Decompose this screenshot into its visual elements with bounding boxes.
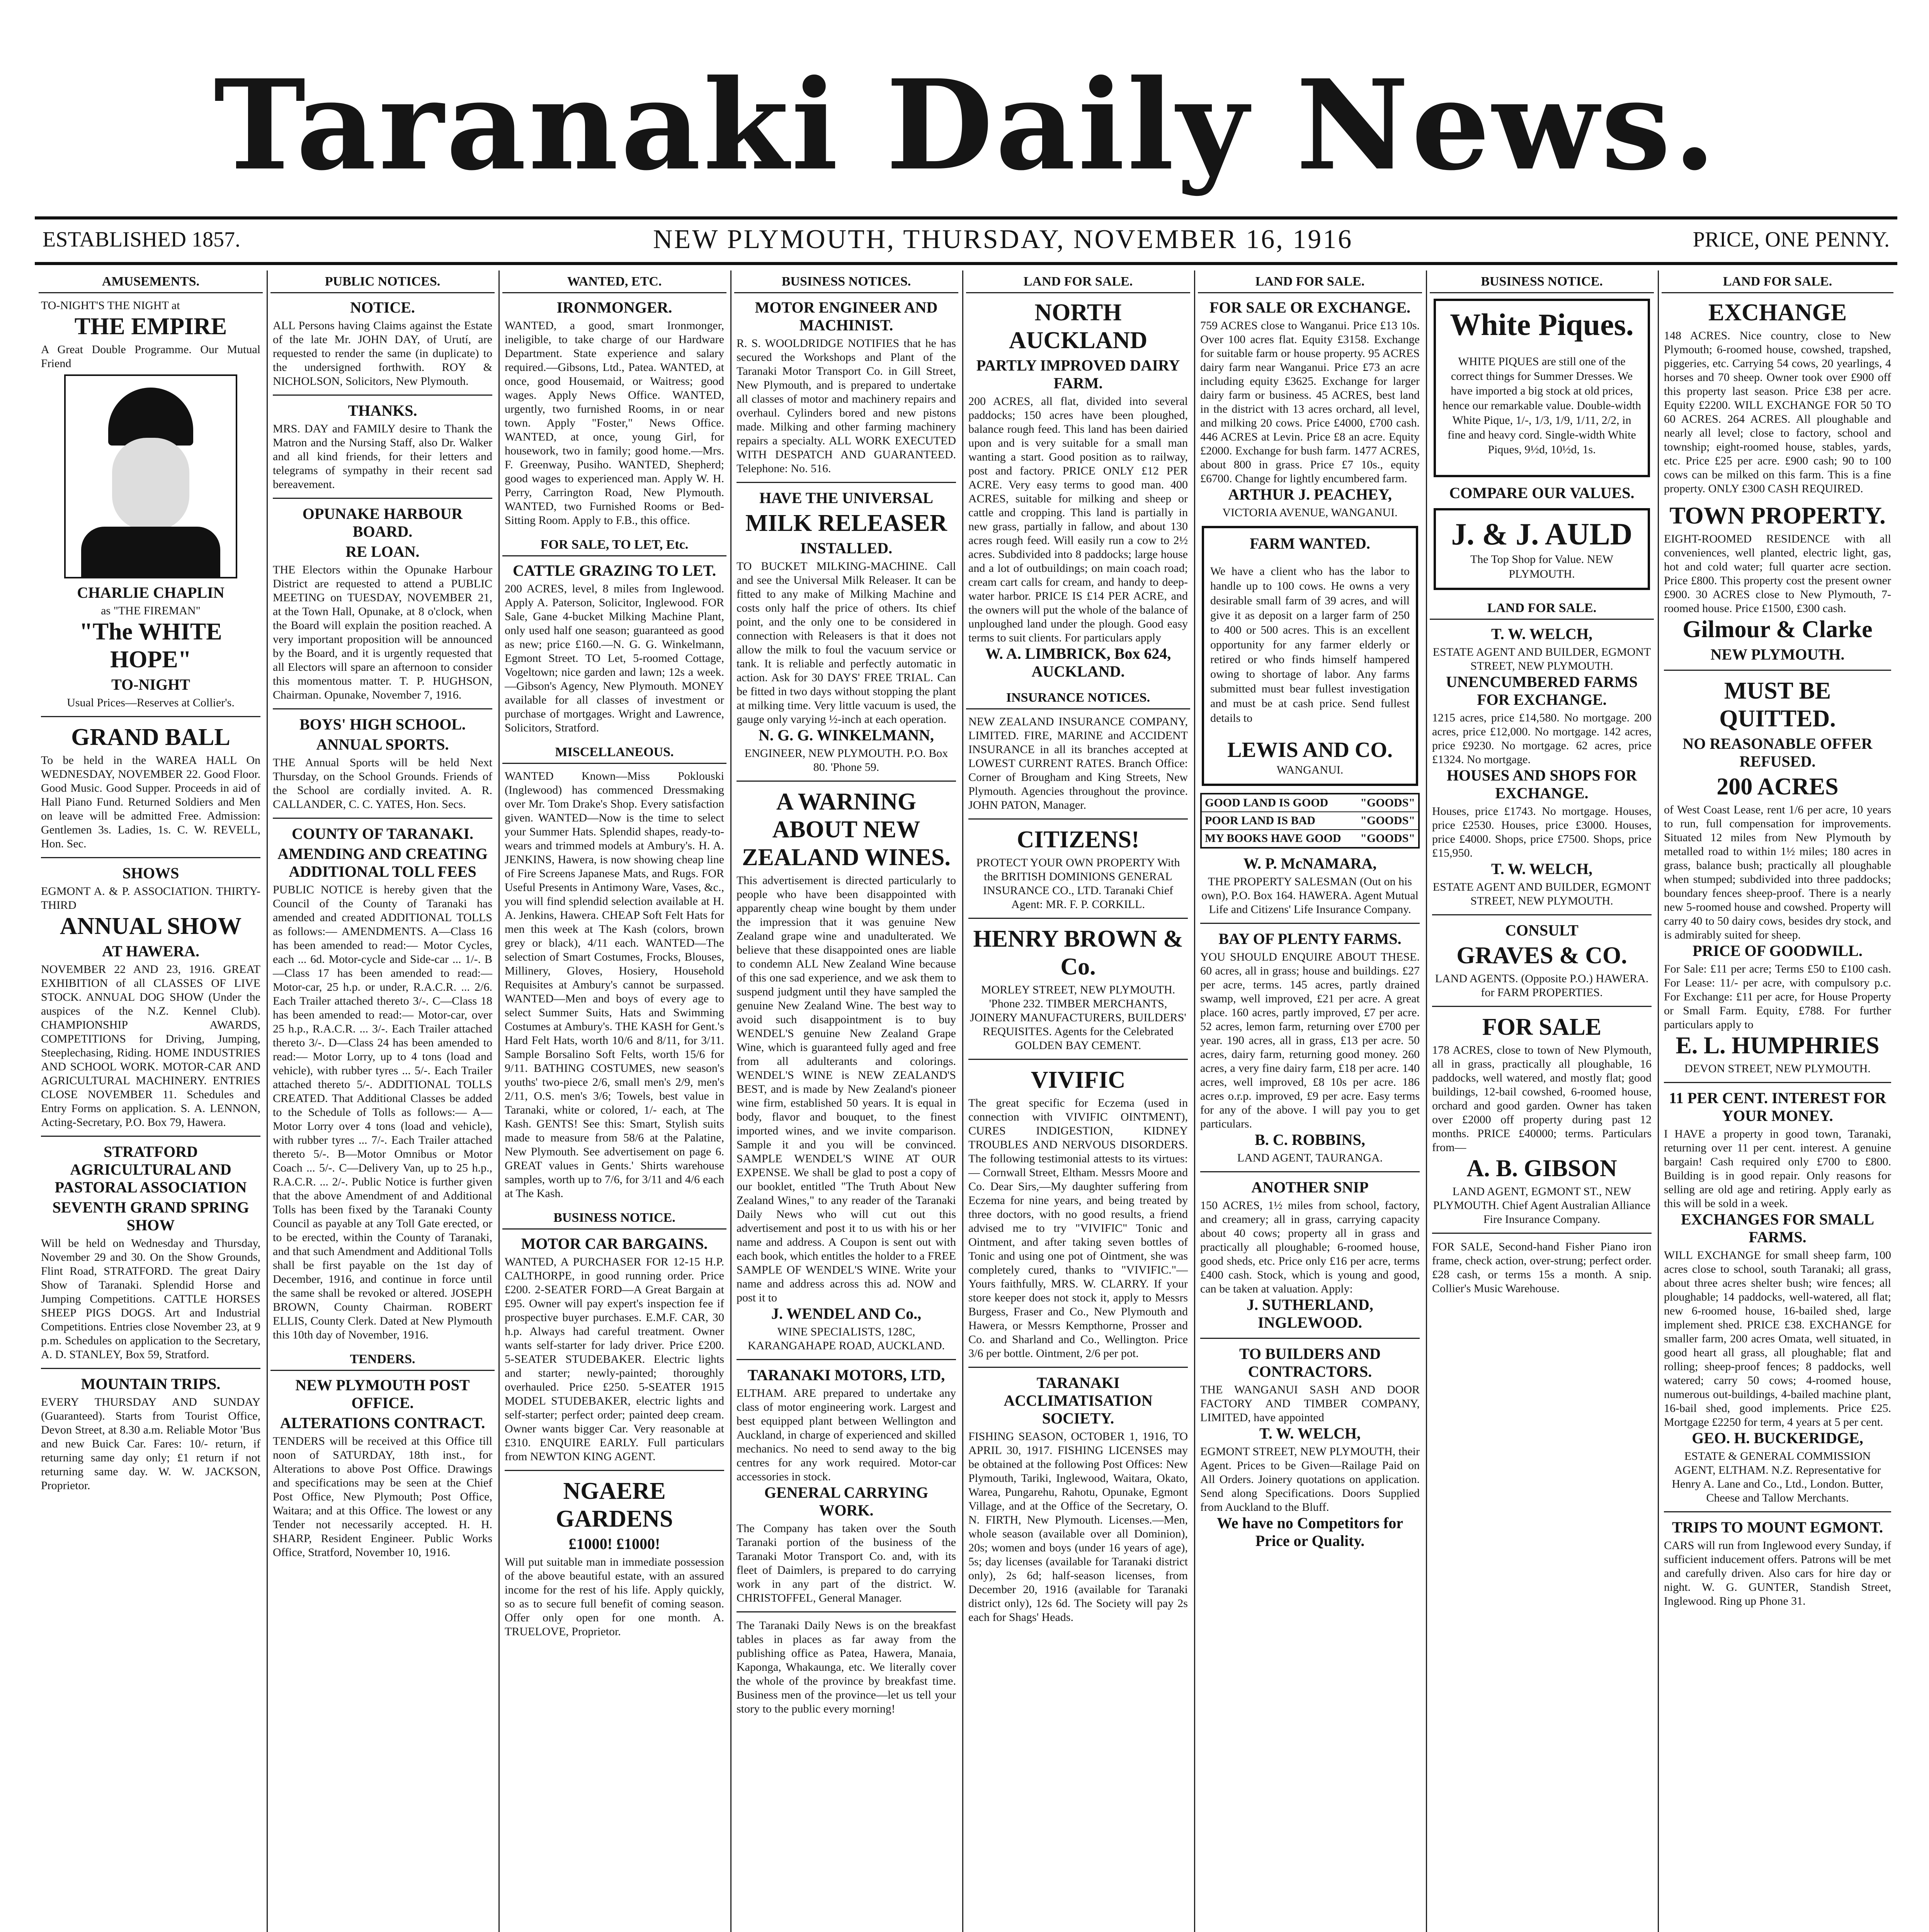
nz-insurance-ad xyxy=(968,715,1188,812)
ad-body: ENGINEER, NEW PLYMOUTH. P.O. Box 80. 'Phone 59. xyxy=(744,747,948,774)
ad-body: THE Annual Sports will be held Next Thursday, on the School Grounds. Friends of the School are cordially invited. A. R. CALLANDER, C. C. YATES, Hon. Secs. xyxy=(273,756,492,811)
section-heading: MISCELLANEOUS. xyxy=(502,741,726,764)
ad-body: WANTED, A PURCHASER FOR 12-15 H.P. CALTHORPE, in good running order. Price £200. 2-SEATER FORD—A Great Bargain at £95. Owner will pay expert's inspection fee if prospective buyer purchases. E.M.F. CAR, 30 h.p. Always had careful treatment. Owner wants self-starter for lady driver. Price £200. 5-SEATER STUDEBAKER. Electric lights and starter; newly-painted; thoroughly overhauled. Price £250. 5-SEATER 1915 MODEL STUDEBAKER, electric lights and self-starter; perfect order; painted deep cream. Owner wants bigger Car. Very reasonable at £310. ENQUIRE EARLY. Full particulars from NEWTON KING AGENT. xyxy=(505,1255,724,1463)
shows-section xyxy=(41,864,260,1129)
ad-title: ANOTHER SNIP xyxy=(1251,1179,1369,1196)
ad-body: ESTATE & GENERAL COMMISSION AGENT, ELTHAM. N.Z. Representative for Henry A. Lane and Co., Ltd., London. Butter, Cheese and Tallow Merchants. xyxy=(1672,1450,1883,1504)
ad-title: TARANAKI ACCLIMATISATION SOCIETY. xyxy=(1004,1374,1153,1427)
ad-title: "The WHITE HOPE" xyxy=(79,619,222,673)
ad-subtitle: £1000! £1000! xyxy=(568,1535,660,1553)
ad-title: BAY OF PLENTY FARMS. xyxy=(1218,930,1402,947)
ad-title: ANNUAL SHOW xyxy=(60,913,242,939)
ad-title: W. P. McNAMARA, xyxy=(1243,855,1377,872)
town-property-ad xyxy=(1664,502,1891,663)
ad-title: 11 PER CENT. INTEREST FOR YOUR MONEY. xyxy=(1669,1089,1886,1124)
newspaper-columns xyxy=(35,270,1897,1932)
ad-body: WINE SPECIALISTS, 128C, KARANGAHAPE ROAD, AUCKLAND. xyxy=(747,1325,945,1352)
ad-body: EVERY THURSDAY AND SUNDAY (Guaranteed). Starts from Tourist Office, Devon Street, at 8.30 a.m. Reliable Motor 'Bus and new Buick Car. Fares: 10/- return, if returning same day only; £1 return if not returning same day. W. W. JACKSON, Proprietor. xyxy=(41,1396,260,1492)
ad-subtitle: AT HAWERA. xyxy=(102,942,199,960)
ad-body: PROTECT YOUR OWN PROPERTY With the BRITISH DOMINIONS GENERAL INSURANCE CO., LTD. Taranaki Chief Agent: MR. F. P. CORKILL. xyxy=(976,856,1180,911)
table-cell: "GOODS" xyxy=(1360,832,1415,845)
grand-ball-ad xyxy=(41,723,260,851)
empire-ad xyxy=(41,299,260,710)
ad-title: FOR SALE xyxy=(1482,1014,1602,1040)
ad-body: We have a client who has the labor to handle up to 100 cows. He owns a very desirable small farm of 39 acres, and will give it as deposit on a larger farm of 250 to 400 or 500 acres. This is an excellent opportunity for any farmer elderly or retired or who finds himself hampered owing to shortage of labor. Any farms submitted must bear fullest investigation and must be at cash price. Send fullest details to xyxy=(1210,565,1410,724)
column-heading: BUSINESS NOTICE. xyxy=(1430,270,1654,293)
ad-body: CARS will run from Inglewood every Sunday, if sufficient inducement offers. Patrons will be met and carefully driven. Also cars for hire day or night. W. G. GUNTER, Standish Street, Inglewood. Ring up Phone 31. xyxy=(1664,1539,1891,1607)
ad-body: 200 ACRES, all flat, divided into several paddocks; 150 acres have been ploughed, balance rough feed. This land has been dairied upon and is very suitable for a small man wanting a start. Good position as to railway, post and factory. PRICE ONLY £12 PER ACRE. Very easy terms to good man. 400 ACRES, suitable for milking and sheep or cattle and cropping. This land is partially in new grass, partially in fallow, and about 130 acres rough feed. Will easily run a cow to 2½ acres. Subdivided into 8 paddocks; large house and a lot of outbuildings; on main coach road; cream cart calls for cream, and handy to deep-water harbor. PRICE IS £14 PER ACRE, and the owners will put the whole of the balance of unploughed land under the plough. Good easy terms to suit clients. For particulars apply xyxy=(968,395,1188,644)
ad-subtitle: PARTLY IMPROVED DAIRY FARM. xyxy=(976,357,1180,392)
ad-title: FARM WANTED. xyxy=(1250,535,1370,552)
ad-title: OPUNAKE HARBOUR BOARD. xyxy=(302,505,463,540)
sale-exchange-ad xyxy=(1200,299,1420,520)
fireman-portrait-image xyxy=(64,374,237,578)
ad-body: 148 ACRES. Nice country, close to New Plymouth; 6-roomed house, cowshed, trapshed, piggeries, etc. Carrying 54 cows, 20 yearlings, 4 horses and 70 sheep. Owner took over £900 off this property last season. Price £38 per acre. Equity £2200. WILL EXCHANGE FOR 50 TO 60 ACRES. 264 ACRES. All ploughable and nearly all level; close to factory, school and township; eight-roomed house, stables, yards, etc. Price £25 per acre. £900 cash; 90 to 100 cows can be milked on this farm. This is a fine property. ONLY £300 CASH REQUIRED. xyxy=(1664,329,1891,495)
interest-ad xyxy=(1664,1089,1891,1505)
ad-title: GRAND BALL xyxy=(71,724,230,750)
ad-title: NORTH AUCKLAND xyxy=(1009,299,1148,354)
column-heading: AMUSEMENTS. xyxy=(39,270,263,293)
taranaki-motors-ad xyxy=(737,1366,956,1605)
ad-body: LAND AGENT, TAURANGA. xyxy=(1237,1151,1383,1164)
ad-body: 178 ACRES, close to town of New Plymouth, all in grass, practically all ploughable, 16 paddocks, well watered, and mostly flat; good buildings, 12-bail cowshed, 6-roomed house, orchard and good garden. Owner has taken over £2000 off property during past 12 months. PRICE £40000; terms. Particulars from— xyxy=(1432,1044,1652,1154)
ad-body: WANTED Known—Miss Poklouski (Inglewood) has commenced Dressmaking over Mr. Tom Drake's Shop. Every satisfaction given. WANTED—Now is the time to select your Summer Hats. Splendid shapes, ready-to-wears and trimmed models at Ambury's. H. A. JENKINS, Hawera, is now showing cheap line of Fire Screens Japanese Mats, and Rugs. FOR Useful Presents in Antimony Ware, Vases, &c., you will find splendid selection available at H. A. Jenkins, Hawera. CHEAP Soft Felt Hats for men this week at The Kash (colors, brown grey or black), 4/11 each. WANTED—The selection of Smart Costumes, Frocks, Blouses, Millinery, Gloves, Hosiery, Household Requisites at Ambury's cannot be surpassed. WANTED—Men and boys of every age to select Summer Suits, Hats and Swimming Costumes at Ambury's. THE KASH for Gent.'s Hard Felt Hats, worth 10/6 and 8/11, for 3/11. Sample Borsalino Soft Felts, worth 15/6 for 9/11. BATHING COSTUMES, new season's youths' two-piece 2/6, small men's 2/9, men's 2/11, O.S. men's 3/6; Towels, best value in Taranaki, white or colored, 1/- each, at The Kash. GENTS! See this: Smart, Stylish suits made to measure from 58/6 at the Palatine, New Plymouth. See advertisement on page 6. GREAT values in Gents.' Shirts warehouse samples, worth up to 7/6, for 3/11 and 4/6 each at The Kash. xyxy=(505,770,724,1200)
ad-title: COUNTY OF TARANAKI. xyxy=(291,825,474,842)
ad-subtitle: AMENDING AND CREATING ADDITIONAL TOLL FEES xyxy=(277,845,488,880)
ad-title: TO-NIGHT xyxy=(111,676,190,693)
ad-body: The Company has taken over the South Taranaki portion of the business of the Taranaki Motor Transport Co. and, with its fleet of Daimlers, is prepared to do carrying work in any part of the district. W. CHRISTOFFEL, General Manager. xyxy=(737,1522,956,1604)
ad-body: TENDERS will be received at this Office till noon of SATURDAY, 18th inst., for Alterations to above Post Office. Drawings and specifications may be seen at the Chief Post Office, New Plymouth; Post Office, Waitara; and at this Office. The lowest or any Tender not necessarily accepted. H. H. SHARP, Resident Engineer. Public Works Office, Stratford, November 10, 1916. xyxy=(273,1435,492,1559)
ad-signature: E. L. HUMPHRIES xyxy=(1676,1032,1880,1059)
ad-title: MOUNTAIN TRIPS. xyxy=(81,1375,221,1393)
opunake-ad xyxy=(273,505,492,702)
another-snip-ad xyxy=(1200,1179,1420,1332)
table-row xyxy=(1202,812,1418,830)
ad-title: MILK RELEASER xyxy=(745,510,947,536)
ad-title: IRONMONGER. xyxy=(556,299,672,316)
ad-body: VICTORIA AVENUE, WANGANUI. xyxy=(1222,506,1398,519)
compare-values xyxy=(1432,484,1652,502)
miscellaneous-ads xyxy=(505,769,724,1201)
ad-signature: T. W. WELCH, xyxy=(1491,625,1592,643)
ad-body: ESTATE AGENT AND BUILDER, EGMONT STREET, NEW PLYMOUTH. xyxy=(1432,646,1651,672)
ad-body: WANTED, a good, smart Ironmonger, ineligible, to take charge of our Hardware Department. State experience and salary required.—Gibsons, Ltd., Patea. WANTED, at once, good Housemaid, or Waitress; good wages. Apply News Office. WANTED, urgently, two furnished Rooms, in or near town. Apply "Foster," News Office. WANTED, at once, young Girl, for housework, two in family; good home.—Mrs. F. Greenway, Pusiho. WANTED, Shepherd; good wages to experienced man. Apply W. H. Perry, Carrington Road, New Plymouth. WANTED, two Furnished Rooms or Bed-Sitting Room. Apply to F.B., this office. xyxy=(505,319,724,527)
ad-signature: J. SUTHERLAND, INGLEWOOD. xyxy=(1247,1296,1373,1331)
ad-title: GRAVES & CO. xyxy=(1456,942,1627,969)
price-line: PRICE, ONE PENNY. xyxy=(1693,228,1890,252)
trips-egmont-ad xyxy=(1664,1519,1891,1608)
mcnamara-ad xyxy=(1200,855,1420,917)
ad-body: MRS. DAY and FAMILY desire to Thank the Matron and the Nursing Staff, also Dr. Walker and all kind friends, for their letters and telegrams of sympathy in their recent sad bereavement. xyxy=(273,422,492,491)
ad-title: TARANAKI MOTORS, LTD, xyxy=(747,1366,945,1384)
table-row xyxy=(1202,830,1418,847)
ad-subtitle: RE LOAN. xyxy=(345,543,420,560)
thanks-ad xyxy=(273,402,492,492)
post-office-tender-ad xyxy=(273,1376,492,1560)
column-business-notice xyxy=(1430,270,1654,1932)
daily-news-notice xyxy=(737,1619,956,1716)
ad-title: VIVIFIC xyxy=(1031,1067,1126,1093)
table-cell: MY BOOKS HAVE GOOD xyxy=(1205,832,1341,845)
ad-title: EXCHANGES FOR SMALL FARMS. xyxy=(1681,1211,1875,1246)
ad-body: NEW ZEALAND INSURANCE COMPANY, LIMITED. FIRE, MARINE and ACCIDENT INSURANCE in all its branches accepted at LOWEST CURRENT RATES. Branch Office: Corner of Brougham and King Streets, New Plymouth. Agencies throughout the province. JOHN PATON, Manager. xyxy=(968,715,1188,811)
ad-body: LAND AGENT, EGMONT ST., NEW PLYMOUTH. Chief Agent Australian Alliance Fire Insurance Company. xyxy=(1433,1185,1651,1226)
ad-title: HOUSES AND SHOPS FOR EXCHANGE. xyxy=(1446,767,1637,802)
column-heading: LAND FOR SALE. xyxy=(966,270,1190,293)
table-cell: POOR LAND IS BAD xyxy=(1205,814,1315,827)
farm-wanted-ad xyxy=(1202,526,1418,786)
ad-title: CATTLE GRAZING TO LET. xyxy=(512,562,716,579)
ad-signature: LEWIS AND CO. xyxy=(1227,738,1393,762)
column-land-for-sale-2 xyxy=(1198,270,1422,1932)
ad-title: UNENCUMBERED FARMS FOR EXCHANGE. xyxy=(1446,673,1638,708)
ad-signature: B. C. ROBBINS, xyxy=(1255,1131,1365,1148)
ad-subtitle: INSTALLED. xyxy=(800,539,893,557)
ad-title: J. & J. AULD xyxy=(1451,517,1633,551)
goods-table xyxy=(1200,793,1420,849)
ad-body: WILL EXCHANGE for small sheep farm, 100 acres close to school, south Taranaki; all grass, about three acres shelter bush; wire fences; all ploughable; 14 paddocks, well-watered, all flat; new 6-roomed house, 16-bailed shed, large implement shed. PRICE £38. EXCHANGE for smaller farm, 200 acres Omata, well situated, in good heart all grass, all ploughable; flat and rolling; sheep-proof fences; 8 paddocks, well watered; carry 50 cows; 4-roomed house, numerous out-buildings, 4-bailed machine plant, 16-bail shed, good implements. Price £25. Mortgage £2250 for term, 4 years at 5 per cent. xyxy=(1664,1249,1891,1429)
ad-title: BOYS' HIGH SCHOOL. xyxy=(299,716,466,733)
ad-subtitle: NO REASONABLE OFFER REFUSED. xyxy=(1682,735,1873,770)
ad-title: A WARNING ABOUT NEW ZEALAND WINES. xyxy=(742,789,951,871)
ad-title: TOWN PROPERTY. xyxy=(1669,503,1886,529)
ad-body: Houses, price £1743. No mortgage. Houses, price £2530. Houses, price £3000. Houses, price £4000. Shops, price £7500. Shops, price £15,950. xyxy=(1432,805,1652,859)
section-heading: SHOWS xyxy=(122,864,179,882)
ad-title: 200 ACRES xyxy=(1716,774,1839,800)
north-auckland-ad xyxy=(968,299,1188,680)
ad-subtitle: ALTERATIONS CONTRACT. xyxy=(280,1414,485,1432)
ad-subtitle: ANNUAL SPORTS. xyxy=(316,736,449,753)
piano-ad xyxy=(1432,1240,1652,1296)
column-land-for-sale-3 xyxy=(1662,270,1893,1932)
ad-body: The Taranaki Daily News is on the breakfast tables in places as far away from the publishing office as Patea, Hawera, Manaia, Kaponga, Whakaunga, etc. We literally cover the whole of the province by breakfast time. Business men of the province—let us tell your story to the public every morning! xyxy=(737,1619,956,1715)
henry-brown-ad xyxy=(968,925,1188,1053)
ad-title: PRICE OF GOODWILL. xyxy=(1693,942,1863,959)
table-cell: "GOODS" xyxy=(1360,814,1415,827)
place-date-line: NEW PLYMOUTH, THURSDAY, NOVEMBER 16, 1916 xyxy=(653,224,1353,254)
section-heading: LAND FOR SALE. xyxy=(1430,597,1654,620)
ad-title: TO BUILDERS AND CONTRACTORS. xyxy=(1239,1345,1381,1380)
table-row xyxy=(1202,794,1418,812)
ad-subtitle: HAVE THE UNIVERSAL xyxy=(759,489,933,507)
builders-ad xyxy=(1200,1345,1420,1550)
ad-signature: T. W. WELCH, xyxy=(1491,860,1592,878)
welch-exchange-ad xyxy=(1432,625,1652,908)
ad-body: FOR SALE, Second-hand Fisher Piano iron frame, check action, over-strung; perfect order. £28 cash, or terms 15s a month. A snip. Collier's Music Warehouse. xyxy=(1432,1240,1652,1295)
exchange-ad xyxy=(1664,299,1891,496)
ad-title: NEW PLYMOUTH POST OFFICE. xyxy=(295,1376,470,1412)
ad-title: We have no Competitors for Price or Quality. xyxy=(1216,1514,1403,1549)
column-public-notices xyxy=(270,270,495,1932)
ad-title: STRATFORD AGRICULTURAL AND PASTORAL ASSOCIATION xyxy=(54,1143,247,1196)
ad-body: WHITE PIQUES are still one of the correct things for Summer Dresses. We have imported a big stock at old prices, hence our remarkable value. Double-width White Pique, 1/-, 1/3, 1/9, 1/11, 2/2, in fine and heavy cord. Single-width White Piques, 9½d, 10½d, 1s. xyxy=(1442,355,1641,456)
ad-body: EGMONT STREET, NEW PLYMOUTH, their Agent. Prices to be Given—Railage Paid on All Orders. Joinery quotations on application. Send along Specifications. Doors Supplied from Auckland to the Bluff. xyxy=(1200,1445,1420,1514)
wanted-ads xyxy=(505,299,724,527)
column-wanted xyxy=(502,270,726,1932)
ad-body: 200 ACRES, level, 8 miles from Inglewood. Apply A. Paterson, Solicitor, Inglewood. FOR Sale, Gane 4-bucket Milking Machine Plant, only used half one season; guaranteed as good as new; price £160.—N. G. G. Winkelmann, Egmont Street. TO Let, 5-roomed Cottage, Vogeltown; nice garden and lawn; 12s a week.—Gibson's Agency, New Plymouth. MONEY available for all classes of investment or purchase of mortgages. Wright and Lawrence, Solicitors, Stratford. xyxy=(505,582,724,734)
ad-title: CITIZENS! xyxy=(1017,827,1140,853)
ad-title: HENRY BROWN & Co. xyxy=(973,926,1183,980)
ad-subtitle: EGMONT A. & P. ASSOCIATION. THIRTY-THIRD xyxy=(41,885,260,912)
boys-high-school-ad xyxy=(273,716,492,811)
ad-title: SEVENTH GRAND SPRING SHOW xyxy=(52,1199,249,1234)
ad-body: LAND AGENTS. (Opposite P.O.) HAWERA. for FARM PROPERTIES. xyxy=(1435,972,1649,999)
ad-title: NGAERE GARDENS xyxy=(556,1478,673,1532)
ad-body: ALL Persons having Claims against the Estate of the late Mr. JOHN DAY, of Urutí, are requested to render the same (in duplicate) to the undersigned forthwith. ROY & NICHOLSON, Solicitors, New Plymouth. xyxy=(273,319,492,388)
ad-body: To be held in the WAREA HALL On WEDNESDAY, NOVEMBER 22. Good Floor. Good Music. Good Supper. Proceeds in aid of Hall Piano Fund. Returned Soldiers and Men on leave will be admitted Free. Admission: Gentlemen 3s. Ladies, 1s. C. W. REVELL, Hon. Sec. xyxy=(41,754,260,850)
milk-releaser-ad xyxy=(737,489,956,774)
ad-title: COMPARE OUR VALUES. xyxy=(1449,484,1635,502)
ad-subtitle: TO-NIGHT'S THE NIGHT at xyxy=(41,299,180,312)
notice-ad xyxy=(273,299,492,388)
ad-body: 759 ACRES close to Wanganui. Price £13 10s. Over 100 acres flat. Equity £3158. Exchange for suitable farm or house property. 95 ACRES dairy farm near Wanganui. Price £73 an acre including equity £3625. Exchange for larger dairy farm or business. 45 ACRES, best land in the district with 13 acres orchard, all level, and milking 20 cows. Price £4000, £700 cash. 446 ACRES at Levin. Price £8 an acre. Equity £2000. Exchange for bush farm. 1477 ACRES, about 800 in grass. Price £7 10s., equity £6700. Change for lightly encumbered farm. xyxy=(1200,319,1420,485)
citizens-insurance-ad xyxy=(968,826,1188,912)
mountain-trips-ad xyxy=(41,1375,260,1493)
ad-subtitle: GENERAL CARRYING WORK. xyxy=(764,1484,929,1519)
ad-body: ELTHAM. ARE prepared to undertake any class of motor engineering work. Largest and best equipped plant between Wellington and Auckland, in charge of experienced and skilled mechanics. No need to send away to the big centres for any work required. Motor-car accessories in stock. xyxy=(737,1387,956,1483)
graves-ad xyxy=(1432,922,1652,1000)
wendel-wines-ad xyxy=(737,788,956,1353)
column-amusements xyxy=(39,270,263,1932)
section-heading: INSURANCE NOTICES. xyxy=(966,687,1190,709)
bay-of-plenty-ad xyxy=(1200,930,1420,1165)
ad-subtitle: CONSULT xyxy=(1505,922,1579,939)
ad-body: FISHING SEASON, OCTOBER 1, 1916, TO APRIL 30, 1917. FISHING LICENSES may be obtained at the following Post Offices: New Plymouth, Tariki, Inglewood, Waitara, Okato, Warea, Pungarehu, Rahotu, Opunake, Egmont Village, and at the Office of the Secretary, O. N. FIRTH, New Plymouth. Licenses.—Men, whole season (available over all Dominion), 20s; women and boys (under 16 years of age), 5s; day licenses (available for Taranaki district only), 2s 6d; half-season licenses, from December 20, 1916 (available for Taranaki district only), 12s 6d. The Society will pay 2s each for Shags' Heads. xyxy=(968,1430,1188,1624)
ad-title: THANKS. xyxy=(348,402,417,419)
ad-body: MORLEY STREET, NEW PLYMOUTH. 'Phone 232. TIMBER MERCHANTS, JOINERY MANUFACTURERS, BUILDERS' REQUISITES. Agents for the Celebrated GOLDEN BAY CEMENT. xyxy=(970,983,1186,1052)
table-cell: GOOD LAND IS GOOD xyxy=(1205,796,1329,809)
ad-body: DEVON STREET, NEW PLYMOUTH. xyxy=(1684,1062,1871,1075)
section-heading: BUSINESS NOTICE. xyxy=(502,1207,726,1230)
masthead-title: Taranaki Daily News. xyxy=(214,53,1718,198)
ad-title: J. WENDEL AND Co., xyxy=(771,1305,922,1322)
ad-title: MOTOR CAR BARGAINS. xyxy=(521,1235,708,1252)
ad-body: 1215 acres, price £14,580. No mortgage. 200 acres, price £12,000. No mortgage. 142 acres, price £9230. No mortgage. 62 acres, price £1324. No mortgage. xyxy=(1432,711,1652,766)
ad-title: EXCHANGE xyxy=(1708,299,1847,326)
ad-subtitle: NEW PLYMOUTH. xyxy=(1710,646,1845,663)
ad-body: For Sale: £11 per acre; Terms £50 to £100 cash. For Lease: 11/- per acre, with compulsory p.c. For Exchange: £11 per acre, for House Property or Small Farm. Equity, £788. For further particulars apply to xyxy=(1664,963,1891,1031)
column-heading: LAND FOR SALE. xyxy=(1198,270,1422,293)
ad-body: I HAVE a property in good town, Taranaki, returning over 11 per cent. interest. A genuine bargain! Cash required only £700 to £800. Building is in good repair. Only reasons for selling are old age and retiring. Apply early as this will be sold in a week. xyxy=(1664,1128,1891,1210)
ad-body: THE WANGANUI SASH AND DOOR FACTORY AND TIMBER COMPANY, LIMITED, have appointed xyxy=(1200,1383,1420,1424)
ad-body: WANGANUI. xyxy=(1276,764,1344,776)
ad-signature: ARTHUR J. PEACHEY, xyxy=(1228,486,1392,503)
column-heading: LAND FOR SALE. xyxy=(1662,270,1893,293)
ad-body: EIGHT-ROOMED RESIDENCE with all conveniences, well planted, electric light, gas, hot and cold water; full quarter acre section. Price £800. This property cost the present owner £900. 30 ACRES close to New Plymouth, 7-roomed house. Price £1500, £300 cash. xyxy=(1664,532,1891,615)
ngaere-gardens-ad xyxy=(505,1477,724,1639)
column-heading: PUBLIC NOTICES. xyxy=(270,270,495,293)
table-cell: "GOODS" xyxy=(1360,796,1415,809)
ad-title: THE EMPIRE xyxy=(74,313,227,340)
ad-body: TO BUCKET MILKING-MACHINE. Call and see the Universal Milk Releaser. It can be fitted to any make of Milking Machine and costs only half the price of others. Its chief point, and the only one to be considered in connection with Releasers is that it does not allow the milk to foul the vacuum service or tank. It is reliable and perfectly automatic in action. Ask for 30 DAYS' FREE TRIAL. Can be fitted in two days without stopping the plant at milking time. Very little vacuum is used, the gauge only varying ½-inch at each operation. xyxy=(737,560,956,726)
ad-title: MOTOR ENGINEER AND MACHINIST. xyxy=(755,299,938,334)
ad-body: R. S. WOOLDRIDGE NOTIFIES that he has secured the Workshops and Plant of the Taranaki Motor Transport Co. in Gill Street, New Plymouth, and is prepared to undertake all classes of motor and machinery repairs and overhaul. Cylinders bored and new pistons made. Milking and other farming machinery repairs a specialty. ALL WORK EXECUTED WITH DESPATCH AND GUARANTEED. Telephone: No. 516. xyxy=(737,337,956,475)
ad-title: MUST BE QUITTED. xyxy=(1719,678,1836,732)
vivific-ad xyxy=(968,1066,1188,1361)
column-business-notices xyxy=(734,270,958,1932)
section-heading: FOR SALE, TO LET, Etc. xyxy=(502,534,726,556)
column-heading: WANTED, ETC. xyxy=(502,270,726,293)
auld-ad xyxy=(1434,508,1650,590)
ad-body: ESTATE AGENT AND BUILDER, EGMONT STREET, NEW PLYMOUTH. xyxy=(1432,881,1651,907)
column-heading: BUSINESS NOTICES. xyxy=(734,270,958,293)
ad-body: Will put suitable man in immediate possession of the above beautiful estate, with an assured income for the rest of his life. Apply quickly, so as to secure full benefit of coming season. Offer only open for one month. A. TRUELOVE, Proprietor. xyxy=(505,1556,724,1638)
ad-signature: T. W. WELCH, xyxy=(1259,1425,1361,1442)
ad-title: White Piques. xyxy=(1450,308,1634,342)
ad-signature: GEO. H. BUCKERIDGE, xyxy=(1692,1429,1863,1447)
for-sale-ad xyxy=(1432,1013,1652,1226)
ad-body: NOVEMBER 22 AND 23, 1916. GREAT EXHIBITION of all CLASSES OF LIVE STOCK. ANNUAL DOG SHOW (Under the auspices of the N.Z. Kennel Club). CHAMPIONSHIP AWARDS, COMPETITIONS for Driving, Jumping, Steeplechasing, Riding. HOME INDUSTRIES AND SCHOOL WORK. MOTOR-CAR AND AGRICULTURAL MACHINERY. ENTRIES CLOSE NOVEMBER 11. Schedules and Entry Forms on application. S. A. LENNON, Acting-Secretary, P.O. Box 79, Hawera. xyxy=(41,963,260,1129)
ad-signature: A. B. GIBSON xyxy=(1466,1155,1617,1182)
ad-subtitle: as "THE FIREMAN" xyxy=(101,604,201,617)
ad-body: PUBLIC NOTICE is hereby given that the Council of the County of Taranaki has amended and created ADDITIONAL TOLLS as follows:— AMENDMENTS. A—Class 16 has been amended to read:— Motor Cycles, each ... 6d. Motor-cycle and Side-car ... 1/-. B—Class 17 has been amended to read:— Motor-car, 25 h.p. or under, R.A.C.R. ... 2/6. Each Trailer attached thereto 3/-. C—Class 18 has been amended to read:— Motor-car, over 25 h.p., R.A.C.R. ... 3/-. Each Trailer attached thereto 3/-. D—Class 24 has been amended to read:— Motor Lorry, up to 4 tons (load and vehicle), with rubber tyres ... 5/-. Each Trailer attached thereto 5/-. ADDITIONAL TOLLS CREATED. That Additional Classes be added to the Schedule of Tolls as follows:— A—Motor Lorry over 4 tons (load and vehicle), with rubber tyres ... 7/-. Each Trailer attached thereto 5/-. B—Motor Omnibus or Motor Coach ... 5/-. C—Delivery Van, up to 25 h.p., R.A.C.R. ... 2/-. Public Notice is further given that the above Amendment of and Additional Tolls has been fixed by the Taranaki County Council as payable at any Toll Gate erected, or to be erected, within the County of Taranaki, and that such Amendment and Additional Tolls shall be first payable on the 1st day of December, 1916, and continue in force until the same shall be revoked or altered. JOSEPH BROWN, County Chairman. ROBERT ELLIS, County Clerk. Dated at New Plymouth this 10th day of November, 1916. xyxy=(273,883,492,1341)
motor-engineer-ad xyxy=(737,299,956,476)
ad-body: THE PROPERTY SALESMAN (Out on his own), P.O. Box 164. HAWERA. Agent Mutual Life and Citizens' Life Insurance Company. xyxy=(1201,875,1419,916)
ad-body: This advertisement is directed particularly to people who have been disappointed with apparently cheap wine bought by them under the impression that it was genuine New Zealand grape wine and unadulterated. We believe that these disappointed ones are liable to condemn ALL New Zealand Wine because of this one sad experience, and we ask them to suspend judgment until they have sampled the genuine New Zealand Wine. The best way to avoid such disappointment is to buy WENDEL'S genuine New Zealand Grape Wine, which is guaranteed fully aged and free from all adulterants and colorings. WENDEL'S WINE is NEW ZEALAND'S BEST, and is made by New Zealand's pioneer wine firm, established 50 years. It is equal in body, flavor and bouquet, to the finest imported wines, and we invite comparison. Sample it and you will be convinced. SAMPLE WENDEL'S WINE AT OUR EXPENSE. We shall be glad to post a copy of our booklet, entitled "The Truth About New Zealand Wines," to any reader of the Taranaki Daily News who will cut out this advertisement and post it to us with his or her name and address. A Coupon is sent out with each book, which entitles the holder to a FREE SAMPLE OF WENDEL'S WINE. Write your name and address across this ad. NOW and post it to xyxy=(737,874,956,1304)
column-land-for-sale-1 xyxy=(966,270,1190,1932)
sale-let-ads xyxy=(505,562,724,735)
ad-signature: Gilmour & Clarke xyxy=(1682,616,1873,643)
ad-body: The great specific for Eczema (used in connection with VIVIFIC OINTMENT), CURES INDIGESTION, KIDNEY TROUBLES AND NERVOUS DISORDERS. The following testimonial attests to its virtues:— Cornwall Street, Eltham. Messrs Moore and Co. Dear Sirs,—My daughter suffering from Eczema for nine years, and being treated by three doctors, with no good results, a friend advised me to try "VIVIFIC" Tonic and Ointment, and after taking seven bottles of Tonic and using one pot of Ointment, she was completely cured, thanks to "VIVIFIC."—Yours faithfully, MRS. W. CLARRY. If your store keeper does not stock it, apply to Messrs Burgess, Fraser and Co., New Plymouth and Hawera, or Messrs Kempthorne, Prosser and Co. and Sharland and Co., Wellington. Price 3/6 per bottle. Ointment, 2/6 per pot. xyxy=(968,1097,1188,1360)
stratford-show-ad xyxy=(41,1143,260,1362)
county-tolls-ad xyxy=(273,825,492,1342)
ad-body: THE Electors within the Opunake Harbour District are requested to attend a PUBLIC MEETING on TUESDAY, NOVEMBER 21, at the Town Hall, Opunake, at 8 o'clock, when the Board will explain the position reached. A very important proposition will be announced by the Board, and it is urgently requested that all Electors will spare an afternoon to consider this momentous matter. T. P. HUGHSON, Chairman. Opunake, November 7, 1916. xyxy=(273,563,492,701)
section-heading: TENDERS. xyxy=(270,1348,495,1371)
motor-car-bargains-ad xyxy=(505,1235,724,1464)
ad-title: N. G. G. WINKELMANN, xyxy=(759,726,934,744)
ad-body: 150 ACRES, 1½ miles from school, factory, and creamery; all in grass, carrying capacity about 40 cows; property all in grass and practically all ploughable; 6-roomed house, good sheds, etc. Price only £16 per acre, terms £400 cash. Stock, which is young and good, can be taken at valuation. Apply: xyxy=(1200,1199,1420,1295)
white-piques-ad xyxy=(1434,299,1650,477)
dateline xyxy=(35,216,1897,265)
ad-body: YOU SHOULD ENQUIRE ABOUT THESE. 60 acres, all in grass; house and buildings. £27 per acre, terms. 145 acres, partly drained swamp, well improved, £21 per acre. A great place. 160 acres, partly improved, £7 per acre. 52 acres, lemon farm, returning over £700 per year. 190 acres, all in grass, £13 per acre. 50 acres, dairy farm, returning good money. 260 acres, a very fine dairy farm, £18 per acre. 140 acres, well improved, £8 10s per acre. 186 acres o.r.p. improved, £9 per acre. Easy terms for any of the above. I will pay you to get particulars. xyxy=(1200,951,1420,1130)
must-be-quitted-ad xyxy=(1664,677,1891,1076)
ad-body: of West Coast Lease, rent 1/6 per acre, 10 years to run, full compensation for improvements. Situated 12 miles from New Plymouth by metalled road to within 1½ miles; 180 acres in grass, balance bush; practically all ploughable when stumped; subdivided into three paddocks; boundary fences sheep-proof. There is a nearly new 5-roomed house and cowshed. Property will carry 40 to 50 dairy cows, besides dry stock, and is admirably suited for sheep. xyxy=(1664,803,1891,941)
ad-body: Will be held on Wednesday and Thursday, November 29 and 30. On the Show Grounds, Flint Road, STRATFORD. The great Dairy Show of Taranaki. Splendid Horse and Jumping Competitions. CATTLE HORSES SHEEP PIGS DOGS. Art and Industrial Competitions. Entries close November 23, at 9 p.m. Schedules on application to the Secretary, A. D. STANLEY, Box 59, Stratford. xyxy=(41,1237,260,1361)
ad-title: TRIPS TO MOUNT EGMONT. xyxy=(1672,1519,1883,1536)
ad-signature: W. A. LIMBRICK, Box 624, AUCKLAND. xyxy=(985,645,1171,680)
ad-body: Usual Prices—Reserves at Collier's. xyxy=(67,696,235,709)
ad-title: CHARLIE CHAPLIN xyxy=(77,584,225,601)
ad-title: FOR SALE OR EXCHANGE. xyxy=(1209,299,1411,316)
acclimatisation-ad xyxy=(968,1374,1188,1624)
ad-body: A Great Double Programme. Our Mutual Friend xyxy=(41,343,260,370)
ad-body: The Top Shop for Value. NEW PLYMOUTH. xyxy=(1470,553,1614,580)
established-line: ESTABLISHED 1857. xyxy=(43,228,240,252)
ad-title: NOTICE. xyxy=(350,299,415,316)
